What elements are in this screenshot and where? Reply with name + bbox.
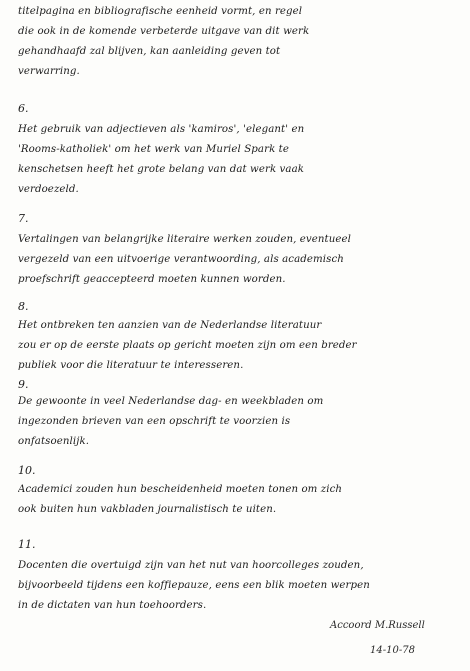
text-line: titelpagina en bibliografische eenheid vormt, en regel xyxy=(18,6,303,17)
item-number: 11. xyxy=(18,538,36,551)
item-number: 7. xyxy=(18,212,29,225)
item-number: 10. xyxy=(18,464,36,477)
text-line: ingezonden brieven van een opschrift te voorzien is xyxy=(18,416,291,427)
text-line: vergezeld van een uitvoerige verantwoording, als academisch xyxy=(18,254,344,265)
text-line: De gewoonte in veel Nederlandse dag- en weekbladen om xyxy=(18,396,324,407)
text-line: Vertalingen van belangrijke literaire werken zouden, eventueel xyxy=(18,234,352,245)
text-line: publiek voor die literatuur te interesseren. xyxy=(18,360,244,371)
text-line: verwarring. xyxy=(18,66,80,77)
text-line: Het gebruik van adjectieven als 'kamiros', 'elegant' en xyxy=(18,124,305,135)
text-line: ook buiten hun vakbladen journalistisch te uiten. xyxy=(18,504,277,515)
text-line: kenschetsen heeft het grote belang van dat werk vaak xyxy=(18,164,305,175)
intro-paragraph xyxy=(18,2,458,82)
item-number: 9. xyxy=(18,378,29,391)
item-paragraph xyxy=(18,230,458,290)
text-line: gehandhaafd zal blijven, kan aanleiding geven tot xyxy=(18,46,281,57)
text-line: zou er op de eerste plaats op gericht moeten zijn om een breder xyxy=(18,340,357,351)
item-number: 8. xyxy=(18,300,29,313)
text-line: die ook in de komende verbeterde uitgave van dit werk xyxy=(18,26,310,37)
signature: Accoord M.Russell xyxy=(330,620,425,631)
item-number: 6. xyxy=(18,102,29,115)
item-paragraph xyxy=(18,316,458,376)
text-line: in de dictaten van hun toehoorders. xyxy=(18,600,207,611)
text-line: verdoezeld. xyxy=(18,184,79,195)
text-line: proefschrift geaccepteerd moeten kunnen worden. xyxy=(18,274,286,285)
item-paragraph xyxy=(18,480,458,520)
text-line: Academici zouden hun bescheidenheid moeten tonen om zich xyxy=(18,484,343,495)
text-line: bijvoorbeeld tijdens een koffiepauze, eens een blik moeten werpen xyxy=(18,580,370,591)
item-paragraph xyxy=(18,392,458,452)
text-line: Het ontbreken ten aanzien van de Nederlandse literatuur xyxy=(18,320,322,331)
text-line: 'Rooms-katholiek' om het werk van Muriel Spark te xyxy=(18,144,289,155)
text-line: Docenten die overtuigd zijn van het nut van hoorcolleges zouden, xyxy=(18,560,364,571)
item-paragraph xyxy=(18,120,458,200)
item-paragraph xyxy=(18,556,458,616)
signature-date: 14-10-78 xyxy=(370,645,415,656)
text-line: onfatsoenlijk. xyxy=(18,436,90,447)
